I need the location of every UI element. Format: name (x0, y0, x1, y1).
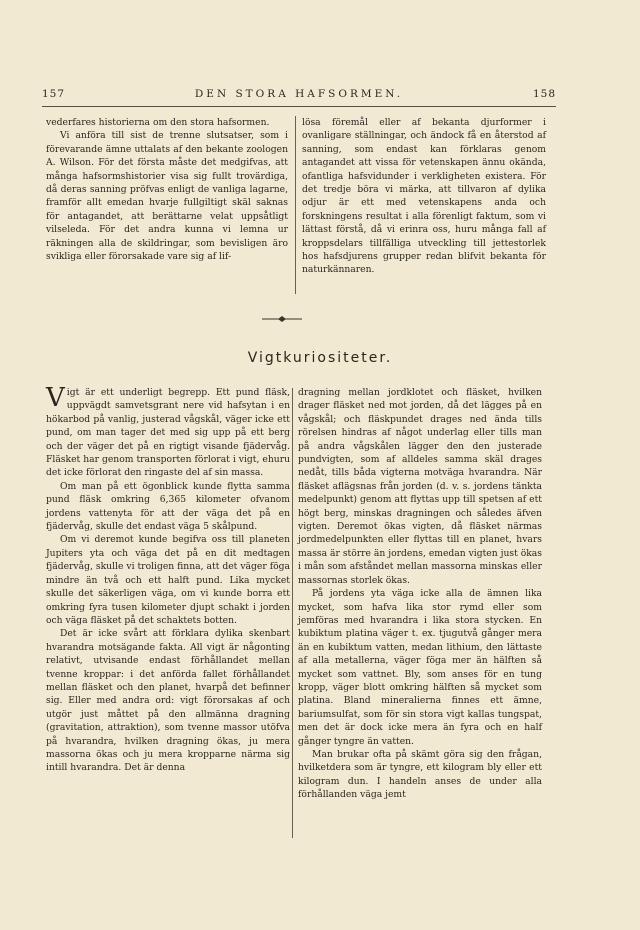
running-title: DEN STORA HAFSORMEN. (194, 88, 404, 100)
paragraph: Man brukar ofta på skämt göra sig den frågan, hvilketdera som är tyngre, ett kilogram bly eller ett kilogram dun. I handeln anses de under alla förhållanden väga jemt (298, 748, 542, 801)
column-divider (295, 116, 296, 294)
paragraph: dragning mellan jordklotet och fläsket, hvilken drager fläsket ned mot jorden, då det lägges på en vågskål; och fläskpundet drages ned ända tills rörelsen hindras af något underlag eller tills man på andra vågskålen lägger den den justerade pundvigten, som af alldeles samma skäl drages nedåt, tills båda vigterna motväga hvarandra. När fläsket aflägsnas från jorden (d. v. s. jordens tänkta medelpunkt) genom att flyttas upp till spetsen af ett högt berg, minskas dragningen och således äfven vigten. Deremot ökas vigten, då fläsket närmas jordmedelpunkten eller flyttas till en planet, hvars massa är större än jordens, emedan vigten just ökas i mån som afståndet mellan massorna minskas eller massornas storlek ökas. (298, 387, 542, 586)
running-header (42, 88, 556, 106)
header-rule (42, 106, 556, 107)
column-bottom-left (46, 383, 290, 775)
paragraph: På jordens yta väga icke alla de ämnen lika mycket, som hafva lika stor rymd eller som jemföras med hvarandra i lika stora stycken. En kubiktum platina väger t. ex. tjugutvå gånger mera än en kubiktum vatten, medan lithium, den lättaste af alla metallerna, väger föga mer än hälften så mycket som vattnet. Bly, som anses för en tung kropp, väger blott omkring hälften så mycket som platina. Bland mineralierna finnes ett ämne, bariumsulfat, som för sin stora vigt kallas tungspat, men det är dock icke mera än fyra och en half gånger tyngre än vatten. (298, 588, 542, 747)
paragraph: Om vi deremot kunde begifva oss till planeten Jupiters yta och väga det på en dit medtagen fjädervåg, skulle vi troligen finna, att det väger föga mindre än två och ett halft pund. Lika mycket skulle det säkerligen väga, om vi kunde borra ett omkring fyra tusen kilometer djupt schakt i jorden och väga fläsket på det schaktets botten. (46, 534, 290, 626)
page-number-right: 158 (532, 88, 556, 100)
column-top-right (302, 116, 546, 277)
paragraph: Det är icke svårt att förklara dylika skenbart hvarandra motsägande fakta. All vigt är någonting relativt, utvisande endast förhållandet mellan tvenne kroppar: i det anförda fallet förhållandet mellan fläsket och den planet, hvarpå det befinner sig. Eller med andra ord: vigt förorsakas af och utgör just måttet på den allmänna dragning (gravitation, attraktion), som tvenne massor utöfva på hvarandra, hvilken dragning ökas, ju mera massorna ökas och ju mera kropparne närma sig intill hvarandra. Det är denna (46, 628, 290, 774)
paragraph: Om man på ett ögonblick kunde flytta samma pund fläsk omkring 6,365 kilometer ofvanom jordens vattenyta för att der väga det på en fjädervåg, skulle det endast väga 5 skålpund. (46, 480, 290, 533)
ornament-divider (262, 315, 302, 323)
paragraph-dropcap: Vigt är ett underligt begrepp. Ett pund fläsk, uppvägdt samvetsgrant nere vid hafsytan i en hökarbod på vanlig, justerad vågskål, väger icke ett pund, om man tager det med sig upp på ett berg och der väger det på en rigtigt visande fjädervåg. Fläsket har genom transporten förlorat i vigt, ehuru det icke förlorat den ringaste del af sin massa. (46, 383, 290, 479)
column-top-left (46, 116, 288, 263)
paragraph: vederfares historierna om den stora hafsormen. (46, 117, 270, 128)
column-bottom-right (298, 386, 542, 802)
column-divider (292, 388, 293, 838)
paragraph: Vi anföra till sist de trenne slutsatser, som i förevarande ämne uttalats af den bekante zoologen A. Wilson. För det första måste det medgifvas, att många hafsormshistorier visa sig fullt trovärdiga, då deras sanning pröfvas enligt de vanliga lagarne, framför allt emedan hvarje fullgiltigt skäl saknas för antagandet, att berättarne velat uppsåtligt vilseleda. För det andra kunna vi lemna ur räkningen alla de skildringar, som bevisligen äro svikliga eller förorsakade vare sig af lif- (46, 130, 288, 263)
page-number-left: 157 (42, 88, 66, 100)
section-title: Vigtkuriositeter. (247, 350, 393, 366)
paragraph: lösa föremål eller af bekanta djurformer i ovanligare ställningar, och ändock få en återstod af sanning, som endast kan förklaras genom antagandet att vissa för vetenskapen ännu okända, ofantliga hafsvidunder i verkligheten existera. För det tredje böra vi märka, att tillvaron af dylika odjur är ett med vetenskapens anda och forskningens resultat i alla förenligt faktum, som vi lättast förstå, då vi erinra oss, huru många fall af kroppsdelars tillfälliga utveckling till jettestorlek hos hafsdjurens grupper redan blifvit bekanta för naturkännaren. (302, 117, 546, 276)
